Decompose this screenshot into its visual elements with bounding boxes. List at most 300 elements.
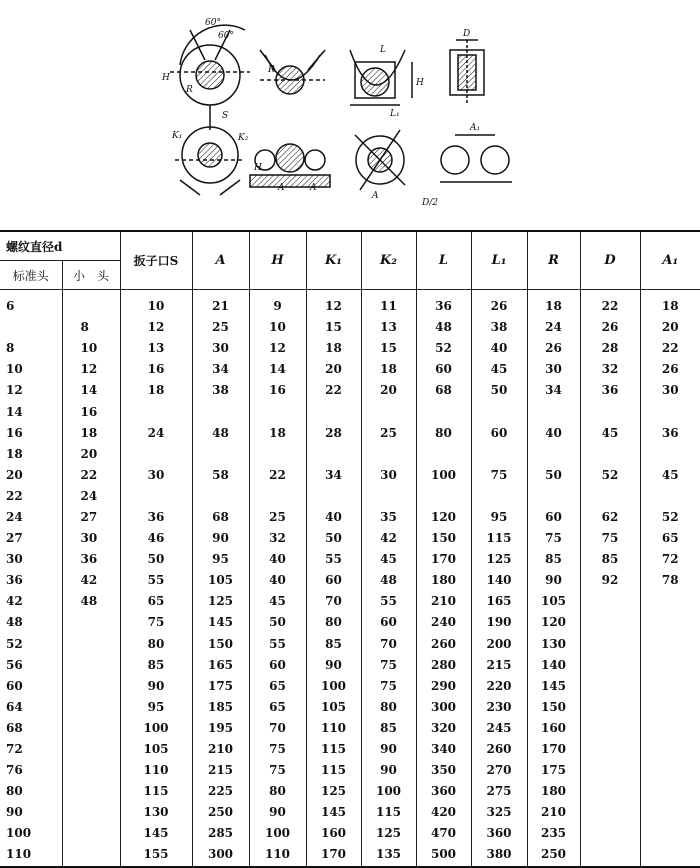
cell-k2: 13: [361, 317, 416, 338]
wrench-dimension-table: [0, 230, 700, 868]
cell-l1: [471, 444, 527, 465]
header-l1: L₁: [471, 231, 527, 290]
cell-a1: [640, 634, 700, 655]
cell-standard-head: 90: [6, 805, 23, 820]
cell-l1: [471, 401, 527, 422]
cell-a1: [640, 697, 700, 718]
cell-a: 225: [192, 781, 249, 802]
header-h: H: [249, 231, 306, 290]
cell-small-head: 22: [62, 465, 120, 486]
cell-l1: 200: [471, 634, 527, 655]
cell-a: 175: [192, 676, 249, 697]
cell-wrench-opening: [120, 486, 192, 507]
cell-r: 160: [527, 718, 580, 739]
cell-l1: 40: [471, 338, 527, 359]
cell-small-head: 20: [62, 444, 120, 465]
cell-r: 250: [527, 844, 580, 866]
cell-k2: 125: [361, 823, 416, 844]
cell-a1: 30: [640, 380, 700, 401]
header-k2: K₂: [361, 231, 416, 290]
cell-d: 75: [580, 528, 640, 549]
cell-l: 340: [416, 739, 471, 760]
cell-a1: 45: [640, 465, 700, 486]
cell-l1: 75: [471, 465, 527, 486]
cell-k1: 115: [306, 760, 361, 781]
cell-d: [580, 718, 640, 739]
cell-small-head: [62, 290, 120, 318]
table-row: [0, 465, 700, 486]
cell-standard-head: [0, 317, 62, 338]
cell-k2: 115: [361, 802, 416, 823]
cell-a1: 36: [640, 423, 700, 444]
table-row: [0, 802, 700, 823]
table-row: [0, 528, 700, 549]
cell-l1: 95: [471, 507, 527, 528]
cell-wrench-opening: 80: [120, 634, 192, 655]
cell-h: [249, 486, 306, 507]
header-thread-diameter: 螺纹直径d: [0, 231, 120, 261]
cell-h: 75: [249, 760, 306, 781]
cell-small-head: [62, 823, 120, 844]
cell-k1: 70: [306, 591, 361, 612]
cell-r: 130: [527, 634, 580, 655]
l-label: L: [380, 45, 386, 55]
cell-standard-head: 20: [6, 467, 23, 482]
header-l: L: [416, 231, 471, 290]
cell-wrench-opening: 10: [120, 290, 192, 318]
cell-wrench-opening: 145: [120, 823, 192, 844]
cell-r: [527, 486, 580, 507]
cell-r: 170: [527, 739, 580, 760]
cell-l1: 38: [471, 317, 527, 338]
cell-small-head: 24: [62, 486, 120, 507]
cell-r: [527, 401, 580, 422]
table-row: [0, 739, 700, 760]
cell-a1: 72: [640, 549, 700, 570]
cell-r: 140: [527, 655, 580, 676]
cell-d: 92: [580, 570, 640, 591]
cell-wrench-opening: 18: [120, 380, 192, 401]
cell-a: 21: [192, 290, 249, 318]
table-row: [0, 612, 700, 633]
cell-a1: 18: [640, 290, 700, 318]
cell-standard-head: 22: [6, 488, 23, 503]
table-row: [0, 359, 700, 380]
cell-k1: 40: [306, 507, 361, 528]
cell-small-head: 14: [62, 380, 120, 401]
cell-small-head: 12: [62, 359, 120, 380]
cell-l: 36: [416, 290, 471, 318]
cell-wrench-opening: 24: [120, 423, 192, 444]
cell-wrench-opening: 36: [120, 507, 192, 528]
cell-a1: 52: [640, 507, 700, 528]
k1-label: K₁: [172, 131, 183, 141]
cell-k2: 45: [361, 549, 416, 570]
cell-standard-head: 48: [6, 615, 23, 630]
cell-wrench-opening: 130: [120, 802, 192, 823]
cell-r: 150: [527, 697, 580, 718]
cell-l1: 26: [471, 290, 527, 318]
cell-r: 60: [527, 507, 580, 528]
cell-wrench-opening: [120, 401, 192, 422]
cell-k2: 70: [361, 634, 416, 655]
cell-a1: [640, 718, 700, 739]
cell-d: [580, 676, 640, 697]
cell-l1: 360: [471, 823, 527, 844]
cell-k2: 48: [361, 570, 416, 591]
cell-k2: 80: [361, 697, 416, 718]
cell-l: 120: [416, 507, 471, 528]
cell-a1: [640, 844, 700, 866]
cell-k2: 55: [361, 591, 416, 612]
cell-l: 290: [416, 676, 471, 697]
cell-l: 170: [416, 549, 471, 570]
cell-d: 52: [580, 465, 640, 486]
cell-k2: 135: [361, 844, 416, 866]
cell-k2: 75: [361, 676, 416, 697]
cell-standard-head: 68: [6, 720, 23, 735]
cell-a: 48: [192, 423, 249, 444]
cell-r: 50: [527, 465, 580, 486]
cell-d: 32: [580, 359, 640, 380]
cell-d: [580, 739, 640, 760]
h-label-1: H: [162, 73, 170, 83]
cell-standard-head: 52: [6, 636, 23, 651]
cell-k1: 100: [306, 676, 361, 697]
cell-a: 150: [192, 634, 249, 655]
cell-wrench-opening: 13: [120, 338, 192, 359]
cell-l: 350: [416, 760, 471, 781]
k2-label: K₂: [238, 133, 249, 143]
a-label-1: A: [278, 183, 285, 193]
cell-d: 85: [580, 549, 640, 570]
table-header: [0, 231, 700, 290]
cell-standard-head: 100: [6, 826, 32, 841]
cell-a: 34: [192, 359, 249, 380]
cell-wrench-opening: 46: [120, 528, 192, 549]
cell-wrench-opening: 95: [120, 697, 192, 718]
cell-a: 250: [192, 802, 249, 823]
cell-k2: 35: [361, 507, 416, 528]
cell-l: 52: [416, 338, 471, 359]
cell-k1: 34: [306, 465, 361, 486]
cell-r: 90: [527, 570, 580, 591]
cell-r: 34: [527, 380, 580, 401]
cell-a1: [640, 781, 700, 802]
table-body: [0, 290, 700, 867]
cell-a: 300: [192, 844, 249, 866]
cell-l: 280: [416, 655, 471, 676]
cell-h: 12: [249, 338, 306, 359]
diagram-socket-section: [450, 40, 484, 105]
cell-standard-head: 18: [6, 446, 23, 461]
cell-a: 38: [192, 380, 249, 401]
cell-a1: [640, 655, 700, 676]
cell-a: 125: [192, 591, 249, 612]
cell-k1: 170: [306, 844, 361, 866]
table-row: [0, 549, 700, 570]
cell-l1: [471, 486, 527, 507]
cell-k2: [361, 401, 416, 422]
cell-l: 60: [416, 359, 471, 380]
cell-d: [580, 612, 640, 633]
table-row: [0, 591, 700, 612]
cell-small-head: 16: [62, 401, 120, 422]
cell-small-head: 30: [62, 528, 120, 549]
cell-h: 22: [249, 465, 306, 486]
cell-k2: 18: [361, 359, 416, 380]
diagram-svg: [150, 10, 530, 210]
cell-h: 100: [249, 823, 306, 844]
cell-h: 65: [249, 676, 306, 697]
cell-l1: 140: [471, 570, 527, 591]
cell-a: 165: [192, 655, 249, 676]
cell-h: 14: [249, 359, 306, 380]
a-label-2: A: [310, 183, 317, 193]
cell-l1: 220: [471, 676, 527, 697]
cell-l1: 260: [471, 739, 527, 760]
cell-r: 26: [527, 338, 580, 359]
cell-a1: [640, 401, 700, 422]
cell-k1: [306, 444, 361, 465]
cell-standard-head: 76: [6, 763, 23, 778]
cell-a1: 26: [640, 359, 700, 380]
cell-l: 48: [416, 317, 471, 338]
cell-h: 45: [249, 591, 306, 612]
cell-h: 18: [249, 423, 306, 444]
cell-d: 22: [580, 290, 640, 318]
r-label-2: R: [268, 65, 275, 75]
cell-a1: [640, 676, 700, 697]
d-half-label: D/2: [422, 198, 438, 208]
cell-small-head: [62, 802, 120, 823]
table-row: [0, 570, 700, 591]
cell-a: 195: [192, 718, 249, 739]
cell-l: [416, 486, 471, 507]
cell-a1: 22: [640, 338, 700, 359]
header-wrench-opening: 扳子口S: [120, 231, 192, 290]
cell-small-head: 42: [62, 570, 120, 591]
header-a1: A₁: [640, 231, 700, 290]
cell-d: 28: [580, 338, 640, 359]
cell-a: [192, 444, 249, 465]
cell-l: 360: [416, 781, 471, 802]
cell-small-head: 8: [62, 317, 120, 338]
cell-r: [527, 444, 580, 465]
cell-h: 16: [249, 380, 306, 401]
diagram-spanner-angle: [355, 130, 405, 190]
cell-h: 65: [249, 697, 306, 718]
table-row: [0, 380, 700, 401]
cell-standard-head: 6: [6, 299, 15, 314]
table-row: [0, 486, 700, 507]
cell-a: [192, 486, 249, 507]
cell-k2: 75: [361, 655, 416, 676]
cell-l1: 230: [471, 697, 527, 718]
cell-a: 185: [192, 697, 249, 718]
cell-r: 18: [527, 290, 580, 318]
cell-h: 70: [249, 718, 306, 739]
cell-wrench-opening: 55: [120, 570, 192, 591]
cell-l: 180: [416, 570, 471, 591]
table-row: [0, 317, 700, 338]
cell-k2: 25: [361, 423, 416, 444]
d-label: D: [463, 29, 471, 39]
cell-h: 90: [249, 802, 306, 823]
cell-l1: 275: [471, 781, 527, 802]
cell-h: 75: [249, 739, 306, 760]
table-row: [0, 844, 700, 866]
cell-a1: [640, 802, 700, 823]
cell-d: [580, 486, 640, 507]
cell-d: [580, 760, 640, 781]
cell-h: 32: [249, 528, 306, 549]
table-row: [0, 781, 700, 802]
cell-l: 210: [416, 591, 471, 612]
cell-wrench-opening: 50: [120, 549, 192, 570]
cell-wrench-opening: 90: [120, 676, 192, 697]
cell-a1: 20: [640, 317, 700, 338]
cell-k2: 90: [361, 739, 416, 760]
cell-k2: 15: [361, 338, 416, 359]
table-row: [0, 676, 700, 697]
cell-k1: 125: [306, 781, 361, 802]
cell-h: 25: [249, 507, 306, 528]
cell-standard-head: 16: [6, 425, 23, 440]
cell-a: 95: [192, 549, 249, 570]
diagram-ring-wrench: [350, 50, 412, 105]
cell-k1: 28: [306, 423, 361, 444]
cell-d: [580, 802, 640, 823]
cell-k2: 42: [361, 528, 416, 549]
cell-standard-head: 14: [6, 404, 23, 419]
cell-standard-head: 60: [6, 678, 23, 693]
cell-k1: 12: [306, 290, 361, 318]
angle-label-1: 60°: [205, 18, 221, 28]
cell-l1: 115: [471, 528, 527, 549]
cell-l1: 50: [471, 380, 527, 401]
cell-k1: [306, 401, 361, 422]
cell-k2: 90: [361, 760, 416, 781]
diagram-open-end-wrench: [170, 25, 250, 130]
cell-k1: 105: [306, 697, 361, 718]
s-label: S: [222, 111, 229, 121]
cell-d: 36: [580, 380, 640, 401]
h-label-3: H: [254, 163, 262, 173]
cell-h: 55: [249, 634, 306, 655]
cell-l: 470: [416, 823, 471, 844]
cell-a1: [640, 591, 700, 612]
cell-r: 24: [527, 317, 580, 338]
table-row: [0, 401, 700, 422]
cell-a: 215: [192, 760, 249, 781]
header-standard-head: 标准头: [0, 261, 62, 290]
cell-small-head: [62, 612, 120, 633]
cell-l: [416, 444, 471, 465]
table-row: [0, 823, 700, 844]
cell-small-head: 27: [62, 507, 120, 528]
cell-small-head: [62, 844, 120, 866]
cell-a: 90: [192, 528, 249, 549]
cell-k1: 160: [306, 823, 361, 844]
cell-d: [580, 591, 640, 612]
cell-l: 300: [416, 697, 471, 718]
cell-d: [580, 697, 640, 718]
header-d: D: [580, 231, 640, 290]
cell-d: 62: [580, 507, 640, 528]
header-r: R: [527, 231, 580, 290]
cell-standard-head: 10: [6, 362, 23, 377]
cell-small-head: [62, 718, 120, 739]
cell-k1: 80: [306, 612, 361, 633]
cell-l1: 245: [471, 718, 527, 739]
cell-a: 25: [192, 317, 249, 338]
cell-wrench-opening: 16: [120, 359, 192, 380]
cell-l1: 190: [471, 612, 527, 633]
header-small-head: 小 头: [62, 261, 120, 290]
cell-a1: 78: [640, 570, 700, 591]
cell-k1: 115: [306, 739, 361, 760]
cell-r: 145: [527, 676, 580, 697]
cell-wrench-opening: 65: [120, 591, 192, 612]
cell-a1: [640, 612, 700, 633]
cell-k1: 90: [306, 655, 361, 676]
cell-standard-head: 110: [0, 844, 62, 866]
cell-k2: 60: [361, 612, 416, 633]
cell-standard-head: 30: [6, 552, 23, 567]
table-row: [0, 444, 700, 465]
cell-k1: 18: [306, 338, 361, 359]
a-label-3: A: [372, 191, 379, 201]
cell-a1: [640, 739, 700, 760]
h-label-2: H: [416, 78, 424, 88]
cell-h: 110: [249, 844, 306, 866]
cell-l1: 325: [471, 802, 527, 823]
dimension-table-container: [0, 230, 700, 868]
cell-wrench-opening: 100: [120, 718, 192, 739]
cell-r: 30: [527, 359, 580, 380]
wrench-dimension-diagrams: [150, 10, 530, 210]
cell-wrench-opening: 110: [120, 760, 192, 781]
cell-r: 120: [527, 612, 580, 633]
cell-a1: 65: [640, 528, 700, 549]
table-row: [0, 718, 700, 739]
cell-d: [580, 823, 640, 844]
cell-k1: 20: [306, 359, 361, 380]
table-row: [0, 655, 700, 676]
cell-r: 235: [527, 823, 580, 844]
cell-h: 40: [249, 549, 306, 570]
cell-k1: 50: [306, 528, 361, 549]
cell-standard-head: 64: [6, 699, 23, 714]
cell-standard-head: 36: [6, 573, 23, 588]
cell-k2: 85: [361, 718, 416, 739]
cell-wrench-opening: 12: [120, 317, 192, 338]
cell-h: 50: [249, 612, 306, 633]
cell-wrench-opening: 105: [120, 739, 192, 760]
diagram-double-end: [175, 127, 245, 195]
diagram-pin-spacing: [440, 135, 512, 182]
cell-small-head: 36: [62, 549, 120, 570]
cell-h: 10: [249, 317, 306, 338]
cell-a: 58: [192, 465, 249, 486]
cell-r: 175: [527, 760, 580, 781]
cell-l: 320: [416, 718, 471, 739]
cell-l1: 270: [471, 760, 527, 781]
cell-a1: [640, 823, 700, 844]
cell-l1: 165: [471, 591, 527, 612]
cell-small-head: [62, 655, 120, 676]
